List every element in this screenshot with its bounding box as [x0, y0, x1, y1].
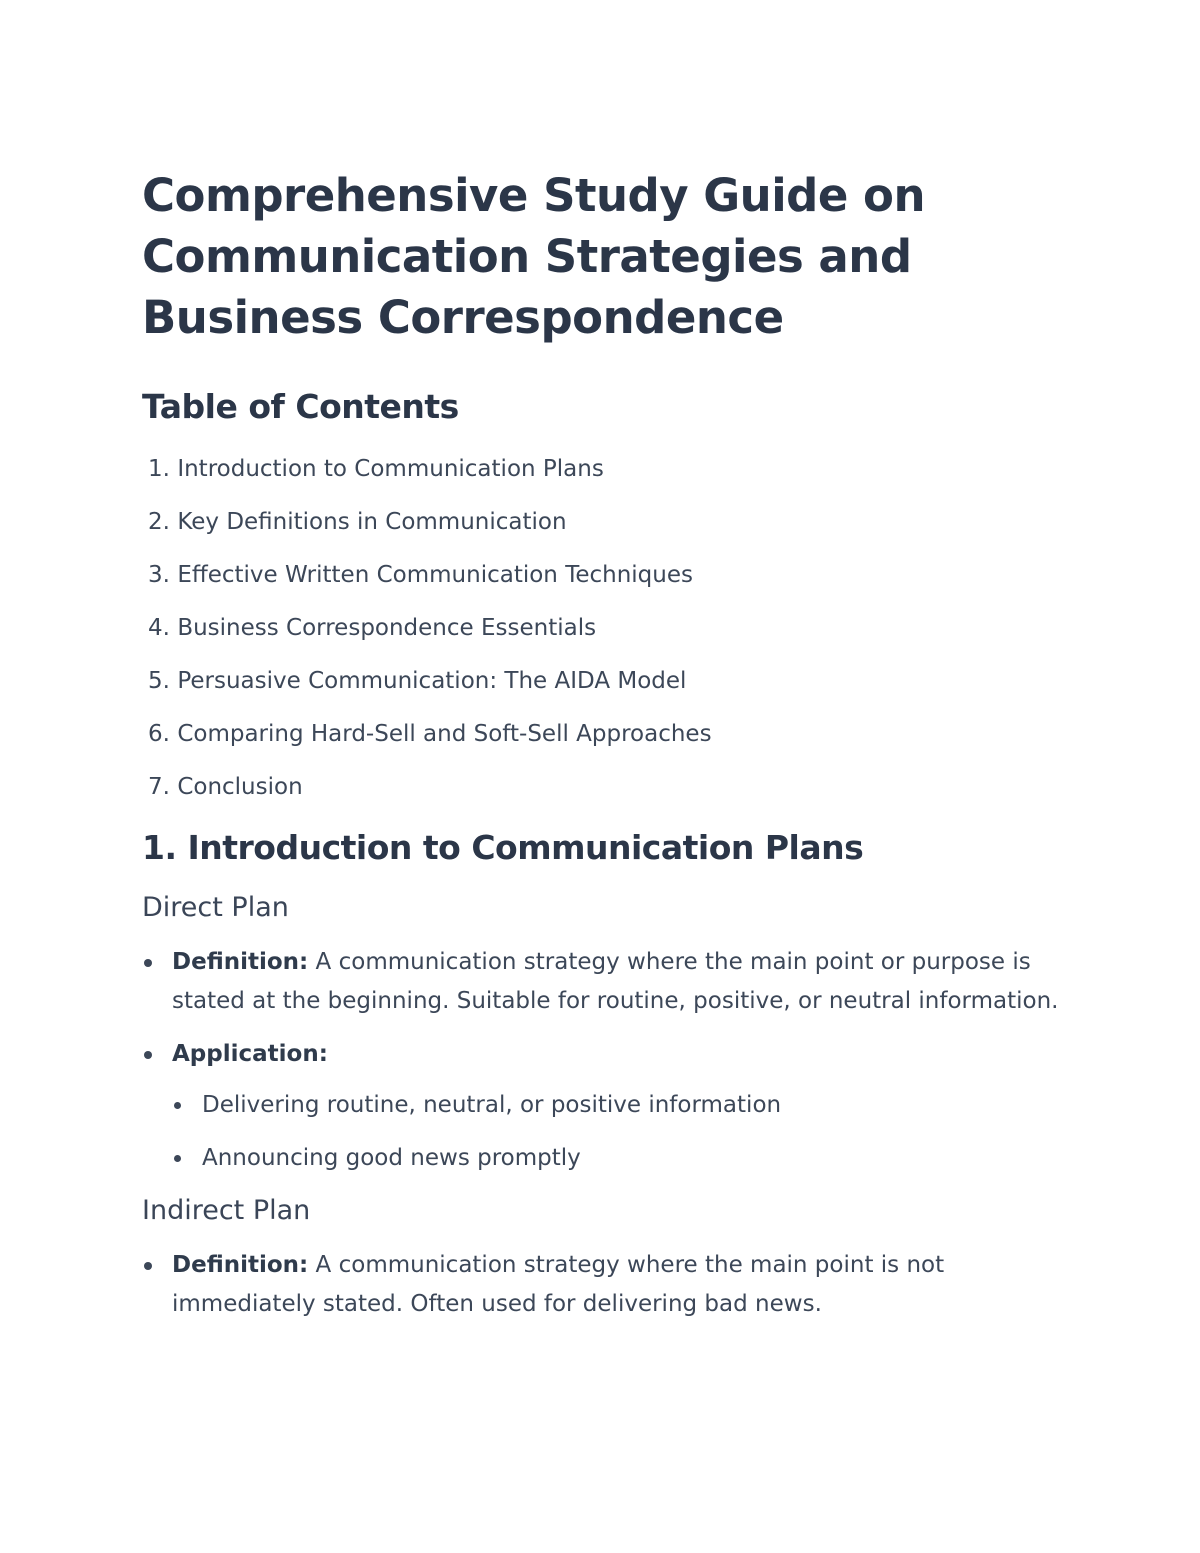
toc-item[interactable]: 3. Effective Written Communication Techniques — [148, 562, 693, 588]
toc-item[interactable]: 2. Key Definitions in Communication — [148, 509, 567, 535]
list-item — [142, 1246, 1062, 1324]
list-item: Announcing good news promptly — [172, 1139, 1062, 1178]
section-heading: 1. Introduction to Communication Plans — [142, 828, 864, 867]
application-label: Application: — [172, 1041, 328, 1067]
definition-text: A communication strategy where the main point is not immediately stated. Often used for delivering bad news. — [172, 1252, 945, 1317]
definition-text: A communication strategy where the main point or purpose is stated at the beginning. Suitable for routine, positive, or neutral information. — [172, 949, 1059, 1014]
list-item — [142, 943, 1062, 1021]
toc-item[interactable]: 1. Introduction to Communication Plans — [148, 456, 604, 482]
table-of-contents — [142, 454, 1062, 802]
direct-plan-list — [142, 943, 1062, 1178]
application-list — [172, 1086, 1062, 1178]
toc-heading: Table of Contents — [142, 387, 459, 426]
toc-item[interactable]: 4. Business Correspondence Essentials — [148, 615, 597, 641]
list-item: Delivering routine, neutral, or positive information — [172, 1086, 1062, 1125]
toc-item[interactable]: 5. Persuasive Communication: The AIDA Model — [148, 668, 687, 694]
subsection-heading-indirect-plan: Indirect Plan — [142, 1195, 311, 1226]
document-title: Comprehensive Study Guide on Communication Strategies and Business Correspondence — [142, 169, 925, 344]
definition-label: Definition: — [172, 949, 309, 975]
toc-item[interactable]: 7. Conclusion — [148, 774, 303, 800]
list-item — [142, 1035, 1062, 1178]
toc-item[interactable]: 6. Comparing Hard-Sell and Soft-Sell Approaches — [148, 721, 712, 747]
document-page — [142, 165, 1062, 1338]
subsection-heading-direct-plan: Direct Plan — [142, 892, 289, 923]
definition-label: Definition: — [172, 1252, 309, 1278]
indirect-plan-list — [142, 1246, 1062, 1324]
